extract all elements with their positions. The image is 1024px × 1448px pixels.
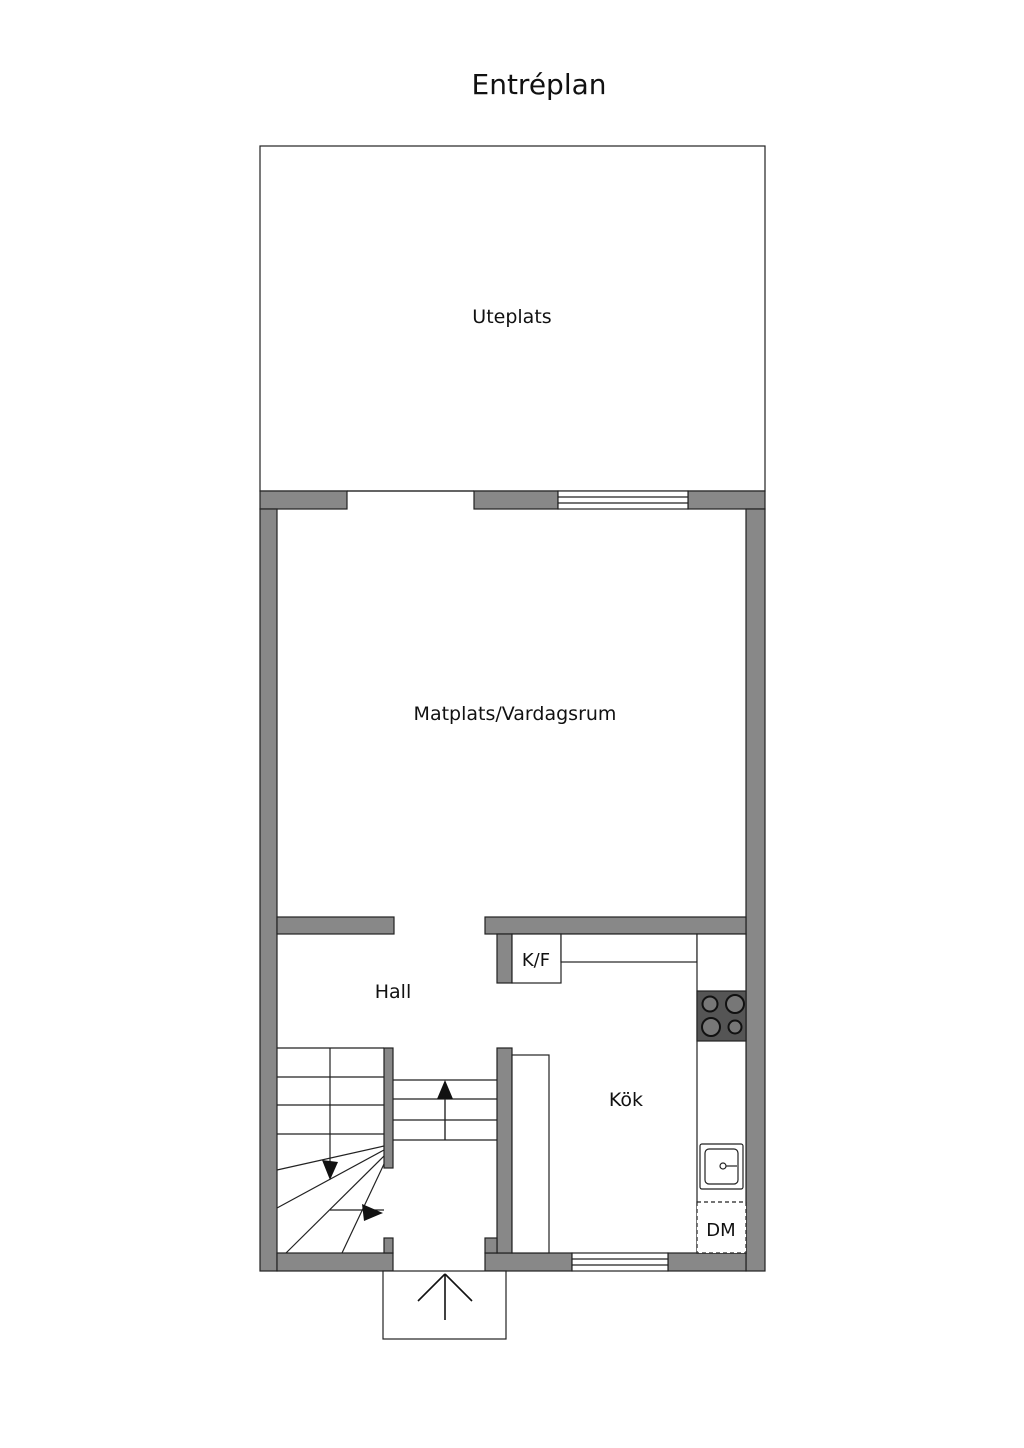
window-kitchen <box>572 1253 668 1271</box>
room-label-kok: Kök <box>608 1089 644 1111</box>
counter-left <box>512 1055 549 1253</box>
stair-arrow-up-icon <box>437 1080 453 1099</box>
stair-arrow-down-icon <box>322 1160 338 1180</box>
room-label-uteplats: Uteplats <box>472 306 552 328</box>
sink-icon <box>700 1144 743 1189</box>
dishwasher-label: DM <box>706 1220 736 1241</box>
stair-arrow-right-icon <box>362 1204 383 1221</box>
stove-icon <box>697 991 746 1041</box>
counter-top <box>561 934 697 962</box>
plan-title: Entréplan <box>471 68 607 101</box>
room-label-hall: Hall <box>374 981 412 1003</box>
window-top <box>558 491 688 509</box>
room-label-matplats-vardagsrum: Matplats/Vardagsrum <box>413 703 617 725</box>
fridge-freezer-label: K/F <box>521 950 551 971</box>
